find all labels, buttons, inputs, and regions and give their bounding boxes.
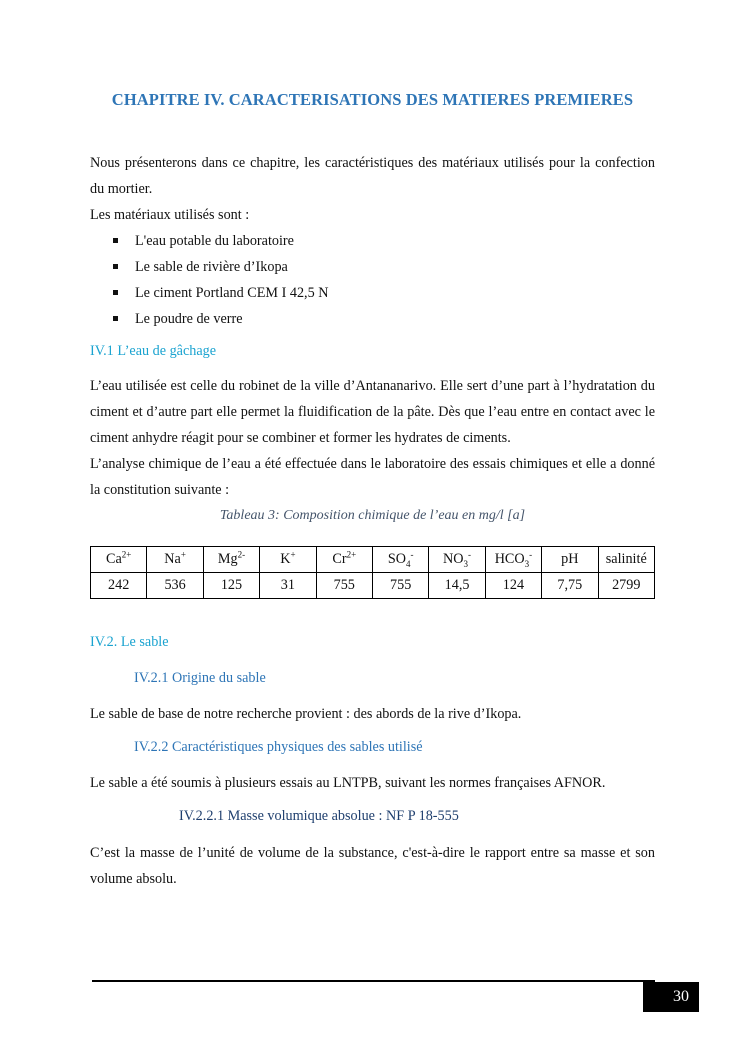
square-bullet-icon bbox=[113, 316, 118, 321]
square-bullet-icon bbox=[113, 238, 118, 243]
subsection-heading-origin: IV.2.1 Origine du sable bbox=[134, 670, 266, 686]
materials-list bbox=[90, 228, 655, 332]
list-item-text: Le poudre de verre bbox=[135, 311, 243, 327]
table-cell: 125 bbox=[203, 573, 259, 599]
table-header-cell: pH bbox=[542, 547, 598, 573]
origin-text: Le sable de base de notre recherche provient : des abords de la rive d’Ikopa. bbox=[90, 706, 522, 722]
list-item bbox=[90, 228, 655, 254]
table-header-cell: $Ca^{2+}$ bbox=[91, 547, 147, 573]
list-item bbox=[90, 306, 655, 332]
table-header-cell: $HCO_3^-$ bbox=[485, 547, 541, 573]
intro-paragraph: Nous présenterons dans ce chapitre, les caractéristiques des matériaux utilisés pour la confection du mortier. bbox=[90, 155, 655, 197]
water-paragraph-1: L’eau utilisée est celle du robinet de la ville d’Antananarivo. Elle sert d’une part à l’hydratation du ciment et d’autre part elle permet la fluidification de la pâte. Dès que l’eau entre en contact avec le ciment anhydre réagit pour se combiner et former les hydrates de ciments. bbox=[90, 378, 655, 446]
table-cell: 242 bbox=[91, 573, 147, 599]
table-cell: 2799 bbox=[598, 573, 654, 599]
materials-intro: Les matériaux utilisés sont : bbox=[90, 207, 250, 223]
chapter-title: CHAPITRE IV. CARACTERISATIONS DES MATIERES PREMIERES bbox=[111, 90, 634, 109]
water-text-block bbox=[90, 373, 655, 503]
density-text: C’est la masse de l’unité de volume de la substance, c'est-à-dire le rapport entre sa masse et son volume absolu. bbox=[90, 845, 655, 887]
table-row bbox=[91, 573, 655, 599]
table-header-cell: salinité bbox=[598, 547, 654, 573]
table-cell: 755 bbox=[316, 573, 372, 599]
subsubsection-heading-density: IV.2.2.1 Masse volumique absolue : NF P 18-555 bbox=[179, 808, 459, 824]
table-cell: 124 bbox=[485, 573, 541, 599]
page-number: 30 bbox=[643, 982, 699, 1012]
subsection-heading-physical: IV.2.2 Caractéristiques physiques des sables utilisé bbox=[134, 739, 423, 755]
table-header-cell: $Mg^{2-}$ bbox=[203, 547, 259, 573]
square-bullet-icon bbox=[113, 290, 118, 295]
list-item bbox=[90, 280, 655, 306]
water-paragraph-2: L’analyse chimique de l’eau a été effectuée dans le laboratoire des essais chimiques et elle a donné la constitution suivante : bbox=[90, 456, 655, 498]
list-item-text: Le sable de rivière d’Ikopa bbox=[135, 259, 288, 275]
table-header-cell: K+ bbox=[260, 547, 316, 573]
section-heading-water: IV.1 L’eau de gâchage bbox=[90, 343, 217, 359]
physical-text: Le sable a été soumis à plusieurs essais au LNTPB, suivant les normes françaises AFNOR. bbox=[90, 775, 606, 791]
table-cell: 7,75 bbox=[542, 573, 598, 599]
table-header-cell: $Cr^{2+}$ bbox=[316, 547, 372, 573]
water-composition-table bbox=[90, 546, 655, 599]
table-caption: Tableau 3: Composition chimique de l’eau en mg/l [a] bbox=[219, 508, 526, 523]
list-item-text: L'eau potable du laboratoire bbox=[135, 233, 294, 249]
table-cell: 536 bbox=[147, 573, 203, 599]
table-cell: 755 bbox=[372, 573, 428, 599]
table-header-cell: $SO_4^-$ bbox=[372, 547, 428, 573]
section-heading-sand: IV.2. Le sable bbox=[90, 634, 169, 650]
table-cell: 14,5 bbox=[429, 573, 485, 599]
table-header-cell: $NO_3^-$ bbox=[429, 547, 485, 573]
footer-divider bbox=[92, 980, 655, 982]
table-header-cell: Na+ bbox=[147, 547, 203, 573]
list-item bbox=[90, 254, 655, 280]
list-item-text: Le ciment Portland CEM I 42,5 N bbox=[135, 285, 329, 301]
table-cell: 31 bbox=[260, 573, 316, 599]
intro-block bbox=[90, 150, 655, 332]
square-bullet-icon bbox=[113, 264, 118, 269]
table-header-row bbox=[91, 547, 655, 573]
